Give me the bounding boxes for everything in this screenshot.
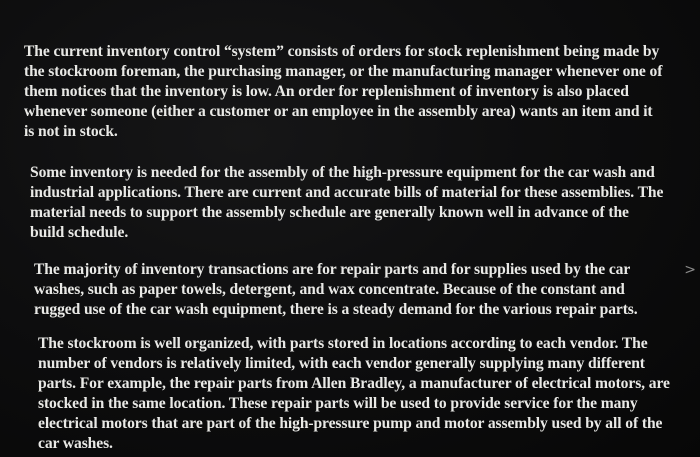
text-line: the stockroom foreman, the purchasing manager, or the manufacturing manager whenever one of bbox=[24, 63, 663, 80]
paragraph-stockroom-organization bbox=[38, 334, 668, 454]
text-line: washes, such as paper towels, detergent, and wax concentrate. Because of the constant and bbox=[34, 281, 625, 298]
text-line: The current inventory control “system” consists of orders for stock replenishment being made by bbox=[24, 43, 660, 60]
paragraph-inventory-control-system bbox=[24, 42, 684, 142]
text-line: material needs to support the assembly schedule are generally known well in advance of the bbox=[30, 204, 629, 221]
text-line: rugged use of the car wash equipment, there is a steady demand for the various repair parts. bbox=[34, 301, 638, 318]
text-line: stocked in the same location. These repair parts will be used to provide service for the many bbox=[38, 395, 638, 412]
text-line: them notices that the inventory is low. An order for replenishment of inventory is also placed bbox=[24, 83, 629, 100]
text-line: electrical motors that are part of the high-pressure pump and motor assembly used by all of the bbox=[38, 415, 663, 432]
text-line: car washes. bbox=[38, 435, 113, 452]
text-line: build schedule. bbox=[30, 224, 129, 241]
paragraph-repair-parts-transactions bbox=[34, 260, 674, 320]
text-line: Some inventory is needed for the assembly of the high-pressure equipment for the car wash and bbox=[30, 164, 655, 181]
text-line: industrial applications. There are current and accurate bills of material for these assemblies. The bbox=[30, 184, 664, 201]
text-line: The majority of inventory transactions are for repair parts and for supplies used by the car bbox=[34, 261, 631, 278]
text-line: The stockroom is well organized, with parts stored in locations according to each vendor. The bbox=[38, 335, 648, 352]
edge-chevron-icon: > bbox=[684, 262, 696, 278]
text-line: is not in stock. bbox=[24, 123, 118, 140]
text-line: parts. For example, the repair parts from Allen Bradley, a manufacturer of electrical motors, are bbox=[38, 375, 670, 392]
text-line: whenever someone (either a customer or an employee in the assembly area) wants an item and it bbox=[24, 103, 653, 120]
paragraph-assembly-inventory bbox=[30, 163, 672, 243]
text-line: number of vendors is relatively limited, with each vendor generally supplying many different bbox=[38, 355, 645, 372]
